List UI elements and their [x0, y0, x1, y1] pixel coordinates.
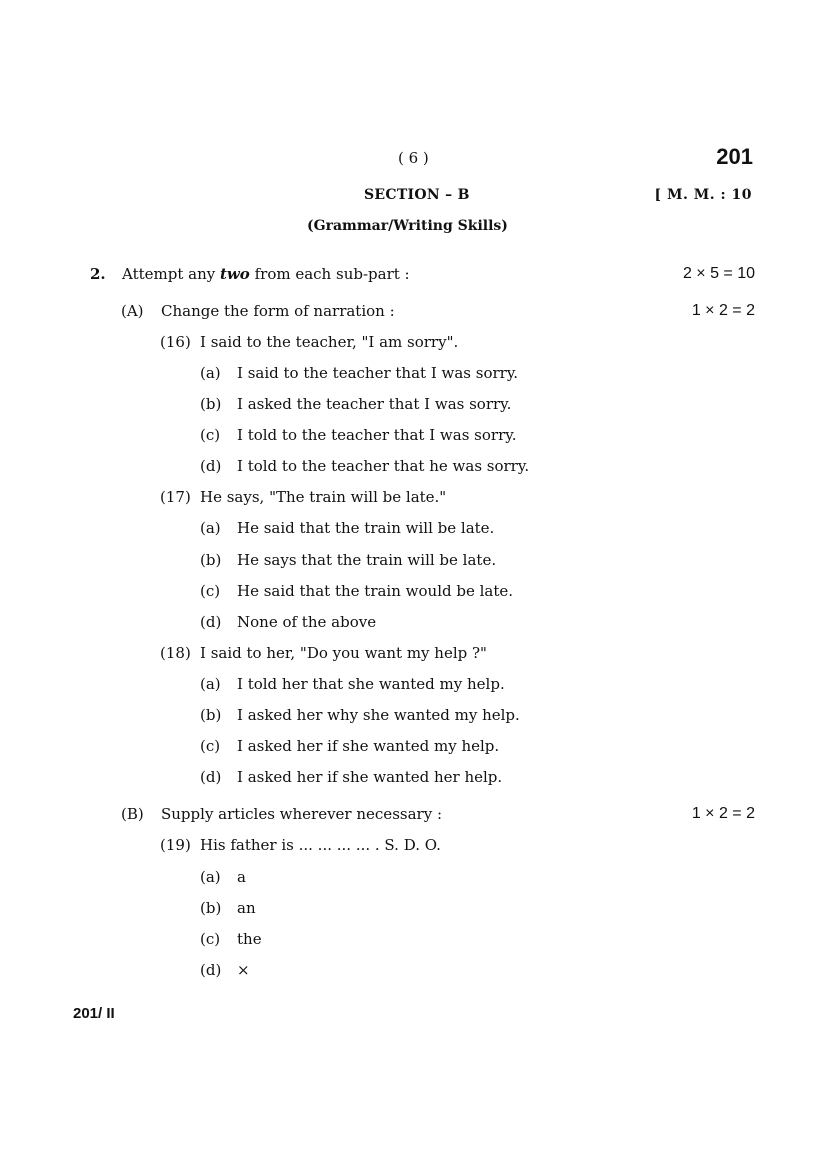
footer-paper-code: 201/ II	[73, 1005, 115, 1022]
option-text: a	[237, 868, 246, 886]
option-text: I asked her if she wanted her help.	[237, 768, 503, 786]
q17-number: (17)	[160, 488, 191, 506]
option-label: (b)	[200, 395, 222, 413]
option-label: (b)	[200, 899, 222, 917]
option-text: I asked the teacher that I was sorry.	[237, 395, 512, 413]
q16-text: I said to the teacher, "I am sorry".	[200, 333, 459, 351]
option-text: I told to the teacher that he was sorry.	[237, 457, 530, 475]
option-label: (a)	[200, 675, 221, 693]
option-label: (d)	[200, 613, 222, 631]
option-label: (a)	[200, 868, 221, 886]
part-b-label: (B)	[121, 805, 144, 823]
part-b-instruction: Supply articles wherever necessary :	[161, 805, 442, 823]
q19-text: His father is ... ... ... ... . S. D. O.	[200, 836, 441, 854]
q16-number: (16)	[160, 333, 191, 351]
q19-number: (19)	[160, 836, 191, 854]
option-text: I said to the teacher that I was sorry.	[237, 364, 519, 382]
max-marks: [ M. M. : 10	[654, 187, 752, 203]
part-a-label: (A)	[121, 302, 144, 320]
question-number: 2.	[90, 265, 106, 283]
section-title: SECTION – B	[364, 187, 470, 203]
option-text: I told to the teacher that I was sorry.	[237, 426, 517, 444]
part-a-marks: 1 × 2 = 2	[691, 302, 755, 319]
q17-text: He says, "The train will be late."	[200, 488, 447, 506]
option-label: (c)	[200, 582, 221, 600]
option-text: He says that the train will be late.	[237, 551, 497, 569]
option-label: (d)	[200, 768, 222, 786]
option-label: (c)	[200, 737, 221, 755]
part-a-instruction: Change the form of narration :	[161, 302, 395, 320]
option-text: He said that the train would be late.	[237, 582, 514, 600]
question-instruction	[122, 265, 410, 283]
option-label: (b)	[200, 551, 222, 569]
option-label: (a)	[200, 519, 221, 537]
part-b-marks: 1 × 2 = 2	[691, 805, 755, 822]
page-number: ( 6 )	[398, 149, 429, 167]
option-text: the	[237, 930, 262, 948]
instruction-emphasis: two	[219, 265, 250, 283]
option-text: None of the above	[237, 613, 377, 631]
section-subtitle: (Grammar/Writing Skills)	[307, 218, 508, 234]
instruction-after: from each sub-part :	[249, 265, 410, 283]
option-label: (b)	[200, 706, 222, 724]
option-text: I asked her if she wanted my help.	[237, 737, 500, 755]
paper-code: 201	[716, 144, 753, 169]
option-label: (d)	[200, 457, 222, 475]
option-label: (d)	[200, 961, 222, 979]
option-label: (c)	[200, 426, 221, 444]
option-text: I asked her why she wanted my help.	[237, 706, 520, 724]
q18-number: (18)	[160, 644, 191, 662]
instruction-before: Attempt any	[122, 265, 220, 283]
option-text: an	[237, 899, 256, 917]
option-text: He said that the train will be late.	[237, 519, 495, 537]
q18-text: I said to her, "Do you want my help ?"	[200, 644, 487, 662]
option-label: (a)	[200, 364, 221, 382]
option-label: (c)	[200, 930, 221, 948]
question-marks: 2 × 5 = 10	[682, 265, 755, 282]
option-text: I told her that she wanted my help.	[237, 675, 505, 693]
option-text: ×	[237, 961, 250, 979]
